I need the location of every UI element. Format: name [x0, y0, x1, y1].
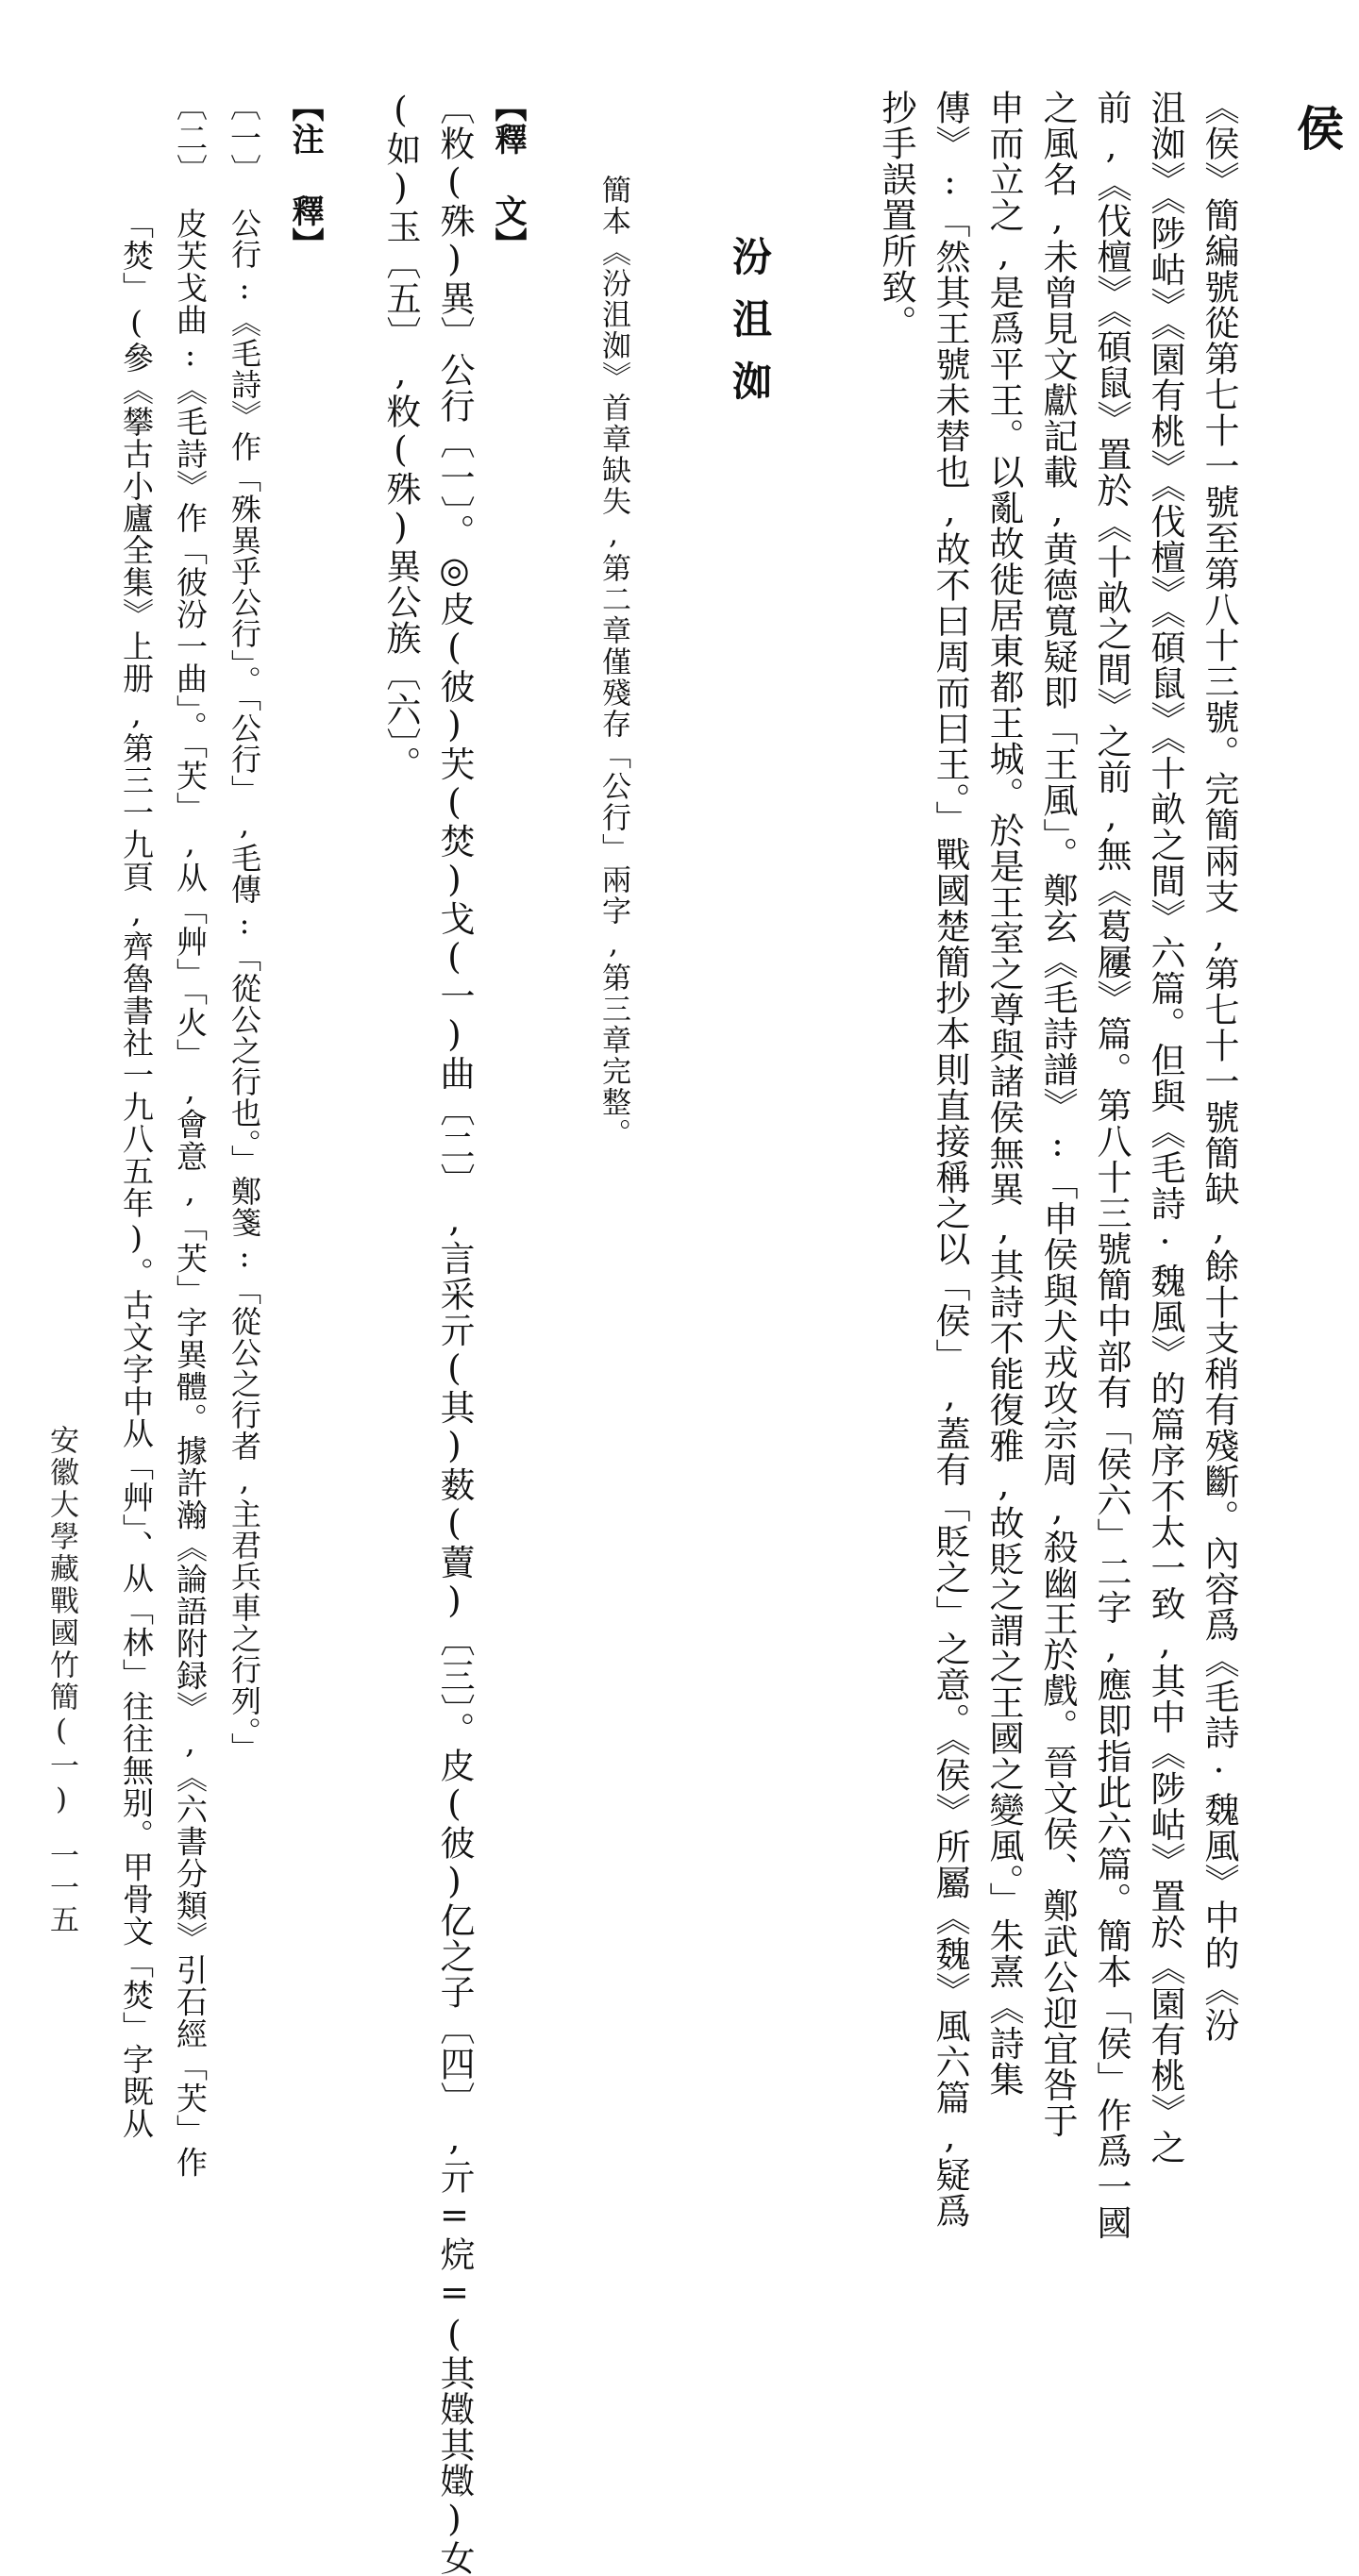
intro-line: 前,《伐檀》《碩鼠》置於《十畝之間》之前,無《葛屨》篇。第八十三號簡中部有「侯六」二字,應即指此六篇。簡本「侯」作爲一國 [1091, 90, 1132, 2241]
intro-line: 沮洳》《陟岵》《園有桃》《伐檀》《碩鼠》《十畝之間》六篇。但與《毛詩·魏風》的篇序不太一致,其中《陟岵》置於《園有桃》之 [1145, 90, 1185, 2166]
intro-line: 申而立之,是爲平王。以亂故徙居東都王城。於是王室之尊與諸侯無異,其詩不能復雅,故貶之謂之王國之變風。」朱熹《詩集 [983, 90, 1024, 2098]
shiwen-line: 〔敉(殊)異〕公行〔一〕。◎皮(彼)芖(焚)戈(一)曲〔二〕,言采亓(其)薮(藚)〔三〕。皮(彼)亿之子〔四〕,亓=烷=(其嬍其嬍)女 [434, 90, 475, 2576]
note-marker: 〔二〕 [172, 90, 209, 186]
poem-note: 簡本《汾沮洳》首章缺失,第二章僅殘存「公行」兩字,第三章完整。 [596, 175, 630, 1149]
poem-title: 汾沮洳 [727, 236, 773, 423]
intro-line: 抄手誤置所致。 [876, 90, 916, 341]
page-number: 一一五 [44, 1840, 78, 1936]
intro-line: 《侯》簡編號從第七十一號至第八十三號。完簡兩支,第七十一號簡缺,餘十支稍有殘斷。內容爲《毛詩·魏風》中的《汾 [1199, 90, 1239, 2043]
note-line: 公行:《毛詩》作「殊異乎公行」。「公行」,毛傳:「從公之行也。」鄭箋:「從公之行者,主君兵車之行列。」 [226, 208, 262, 1764]
shiwen-line: (如)玉〔五〕,敉(殊)異公族〔六〕。 [380, 90, 421, 782]
note-line: 「焚」(參《攀古小廬全集》上册,第三一九頁,齊魯書社一九八五年)。古文字中从「艸」、从「林」往往無别。甲骨文「焚」字既从 [118, 208, 155, 2140]
note-marker: 〔一〕 [226, 90, 262, 186]
book-title: 安徽大學藏戰國竹簡(一) [44, 1425, 78, 1819]
intro-line: 傳》:「然其王號未替也,故不曰周而曰王。」戰國楚簡抄本則直接稱之以「侯」,蓋有「貶之」之意。《侯》所屬《魏》風六篇,疑爲 [930, 90, 970, 2229]
intro-line: 之風名,未曾見文獻記載,黄德寬疑即「王風」。鄭玄《毛詩譜》:「申侯與犬戎攻宗周,殺幽王於戲。晉文侯、鄭武公迎宜咎于 [1037, 90, 1078, 2139]
shiwen-heading: 【釋 文】 [489, 90, 527, 260]
zhushi-heading: 【注 釋】 [286, 90, 324, 260]
note-line: 皮芖戈曲:《毛詩》作「彼汾一曲」。「芖」,从「艸」「火」,會意,「芖」字異體。據許瀚《論語附録》,《六書分類》引石經「芖」作 [172, 208, 209, 2179]
section-title: 侯 [1289, 104, 1345, 157]
